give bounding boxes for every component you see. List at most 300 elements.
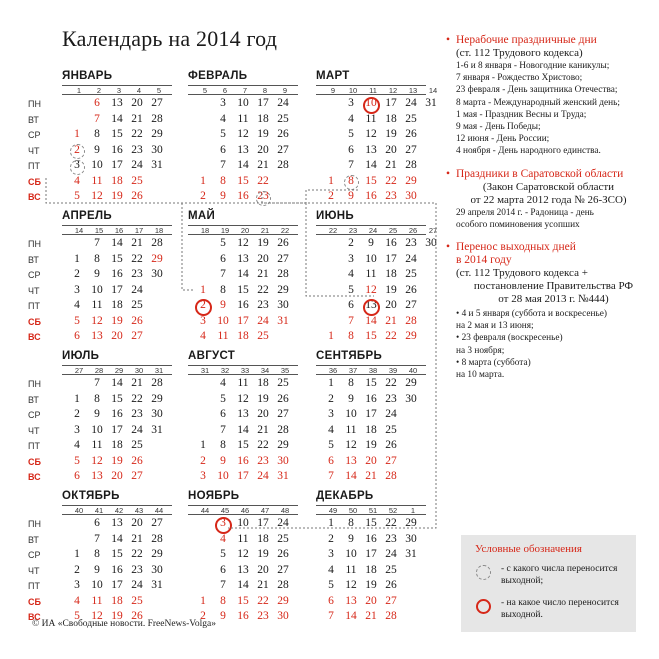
- week-number: 38: [368, 366, 378, 375]
- day-cell: 17: [237, 314, 249, 327]
- day-cell: 26: [385, 579, 397, 591]
- day-cell: 23: [257, 610, 269, 622]
- day-cell: 16: [111, 563, 123, 576]
- list-item: • 4 и 5 января (суббота и воскресенье): [456, 309, 607, 320]
- day-cell: 2: [328, 190, 334, 202]
- week-number: 24: [368, 226, 378, 235]
- day-cell: 15: [365, 377, 377, 389]
- day-cell: 6: [94, 517, 100, 529]
- day-cell: 19: [257, 128, 269, 140]
- day-cell: 22: [131, 128, 143, 140]
- weekday-label: СБ: [28, 176, 41, 187]
- day-cell: 28: [385, 610, 397, 622]
- weekday-label: СБ: [28, 596, 41, 607]
- day-cell: 18: [257, 377, 269, 389]
- day-cell: 18: [237, 330, 249, 342]
- day-cell: 19: [111, 314, 123, 327]
- day-cell: 15: [365, 174, 377, 187]
- weekday-label: ПТ: [28, 581, 40, 591]
- day-cell: 24: [131, 283, 143, 296]
- day-cell: 25: [131, 594, 143, 607]
- day-cell: 23: [257, 190, 269, 202]
- list-item: 4 ноября - День народного единства.: [456, 146, 601, 157]
- week-number: 1: [76, 86, 82, 95]
- day-cell: 5: [220, 548, 226, 560]
- day-cell: 9: [220, 610, 226, 622]
- day-cell: 28: [151, 377, 163, 389]
- week-number: 3: [116, 86, 122, 95]
- day-cell: 12: [237, 392, 249, 405]
- day-cell: 24: [277, 517, 289, 529]
- list-item: 7 января - Рождество Христово;: [456, 73, 583, 84]
- day-cell: 19: [365, 579, 377, 591]
- day-cell: 10: [237, 97, 249, 109]
- day-cell: 21: [385, 159, 397, 171]
- day-cell: 6: [94, 97, 100, 109]
- day-cell: 11: [237, 377, 249, 389]
- day-cell: 1: [200, 174, 206, 187]
- day-cell: 28: [277, 159, 289, 171]
- day-cell: 3: [200, 314, 206, 327]
- week-number: 51: [368, 506, 378, 515]
- day-cell: 12: [345, 439, 357, 451]
- day-cell: 22: [385, 377, 397, 389]
- week-number: 9: [330, 86, 336, 95]
- section-transfer-title-text: Перенос выходных дней: [456, 241, 576, 254]
- list-item: 23 февраля - День защитника Отечества;: [456, 85, 618, 96]
- week-number: 14: [74, 226, 84, 235]
- day-cell: 13: [237, 408, 249, 420]
- day-cell: 21: [257, 423, 269, 436]
- day-cell: 25: [131, 299, 143, 311]
- day-cell: 29: [151, 128, 163, 140]
- day-cell: 5: [74, 610, 80, 622]
- day-cell: 19: [385, 128, 397, 140]
- week-number: 6: [222, 86, 228, 95]
- week-number: 22: [328, 226, 338, 235]
- day-cell: 19: [257, 548, 269, 560]
- day-cell: 25: [405, 112, 417, 125]
- day-cell: 26: [131, 314, 143, 327]
- day-cell: 8: [94, 548, 100, 560]
- day-cell: 9: [368, 237, 374, 249]
- day-cell: 9: [220, 299, 226, 311]
- day-cell: 16: [237, 299, 249, 311]
- day-cell: 3: [74, 579, 80, 591]
- day-cell: 12: [365, 128, 377, 140]
- weekday-label: ВС: [28, 472, 41, 482]
- week-number: 41: [94, 506, 104, 515]
- day-cell: 31: [277, 470, 289, 482]
- day-cell: 16: [385, 237, 397, 249]
- day-cell: 11: [91, 594, 103, 607]
- day-cell: 7: [328, 610, 334, 622]
- day-cell: 15: [237, 174, 249, 187]
- day-cell: 25: [131, 439, 143, 451]
- day-cell: 21: [131, 237, 143, 249]
- week-number: 32: [220, 366, 230, 375]
- day-cell: 29: [151, 392, 163, 405]
- day-cell: 3: [74, 159, 80, 171]
- day-cell: 15: [111, 392, 123, 405]
- day-cell: 8: [220, 174, 226, 187]
- day-cell: 11: [345, 423, 357, 436]
- day-cell: 18: [365, 563, 377, 576]
- day-cell: 26: [277, 392, 289, 405]
- week-number: 52: [388, 506, 398, 515]
- day-cell: 25: [277, 532, 289, 545]
- connector-to-jun13: [306, 203, 374, 296]
- day-cell: 7: [220, 579, 226, 591]
- day-cell: 31: [151, 159, 163, 171]
- week-number: 11: [369, 86, 377, 95]
- day-cell: 8: [348, 330, 354, 342]
- week-number: 17: [134, 226, 144, 235]
- month-name: ФЕВРАЛЬ: [188, 70, 248, 82]
- day-cell: 3: [220, 97, 226, 109]
- day-cell: 15: [237, 439, 249, 451]
- day-cell: 18: [257, 112, 269, 125]
- day-cell: 6: [328, 594, 334, 607]
- day-cell: 15: [237, 283, 249, 296]
- day-cell: 10: [91, 159, 103, 171]
- day-cell: 20: [257, 252, 269, 265]
- day-cell: 12: [91, 190, 103, 202]
- day-cell: 11: [237, 532, 249, 545]
- day-cell: 22: [257, 283, 269, 296]
- section-holidays-title-text: Нерабочие праздничные дни: [456, 34, 597, 46]
- day-cell: 5: [220, 128, 226, 140]
- day-cell: 6: [348, 299, 354, 311]
- weekday-label: ПН: [28, 379, 41, 389]
- week-number: 20: [240, 226, 250, 235]
- day-cell: 20: [111, 330, 123, 342]
- day-cell: 19: [111, 610, 123, 622]
- day-cell: 23: [131, 143, 143, 156]
- day-cell: 2: [200, 610, 206, 622]
- day-cell: 21: [131, 532, 143, 545]
- day-cell: 14: [111, 532, 123, 545]
- weekday-label: ЧТ: [28, 285, 40, 296]
- day-cell: 27: [385, 454, 397, 467]
- week-number: 30: [134, 366, 144, 375]
- day-cell: 30: [277, 454, 289, 467]
- day-cell: 31: [151, 579, 163, 591]
- day-cell: 22: [257, 174, 269, 187]
- day-cell: 12: [91, 454, 103, 467]
- day-cell: 13: [91, 470, 103, 482]
- day-cell: 19: [385, 283, 397, 296]
- day-cell: 29: [405, 517, 417, 529]
- day-cell: 4: [328, 563, 334, 576]
- day-cell: 10: [365, 97, 377, 109]
- week-number: 36: [328, 366, 338, 375]
- week-number: 48: [280, 506, 290, 515]
- day-cell: 10: [217, 470, 229, 482]
- week-number: 19: [220, 226, 230, 235]
- day-cell: 25: [277, 112, 289, 125]
- section-saratov-sub1: (Закон Саратовской области: [482, 180, 615, 193]
- day-cell: 5: [220, 237, 226, 249]
- day-cell: 26: [131, 610, 143, 622]
- day-cell: 15: [365, 517, 377, 529]
- day-cell: 30: [405, 532, 417, 545]
- day-cell: 21: [365, 610, 377, 622]
- month-name: НОЯБРЬ: [188, 490, 240, 502]
- section-transfer-sub-line: постановление Правительства РФ: [473, 280, 634, 293]
- day-cell: 17: [111, 283, 123, 296]
- month-name: СЕНТЯБРЬ: [316, 350, 383, 362]
- week-number: 18: [154, 226, 164, 235]
- section-holidays-list: [446, 60, 651, 158]
- section-transfer-sub: [446, 267, 651, 306]
- day-cell: 18: [385, 268, 397, 280]
- day-cell: 14: [365, 159, 377, 171]
- day-cell: 28: [277, 423, 289, 436]
- day-cell: 25: [385, 423, 397, 436]
- day-cell: 10: [91, 579, 103, 591]
- day-cell: 4: [348, 112, 354, 125]
- day-cell: 30: [277, 299, 289, 311]
- day-cell: 20: [365, 454, 377, 467]
- weekday-label: СР: [28, 550, 41, 560]
- day-cell: 12: [237, 548, 249, 560]
- day-cell: 28: [151, 532, 163, 545]
- week-number: 12: [388, 86, 398, 95]
- weekday-label: СР: [28, 270, 41, 280]
- day-cell: 14: [345, 470, 357, 482]
- week-number: 37: [348, 366, 358, 375]
- day-cell: 16: [237, 610, 249, 622]
- day-cell: 14: [111, 237, 123, 249]
- day-cell: 16: [111, 143, 123, 156]
- day-cell: 26: [131, 190, 143, 202]
- weekday-label: ВТ: [28, 534, 39, 545]
- list-item: на 3 ноября;: [456, 345, 505, 356]
- weekday-label: ЧТ: [28, 145, 40, 156]
- list-item: на 10 марта.: [456, 370, 505, 381]
- day-cell: 22: [385, 174, 397, 187]
- day-cell: 13: [111, 97, 123, 109]
- weekday-label: ЧТ: [28, 425, 40, 436]
- day-cell: 27: [277, 408, 289, 420]
- day-cell: 17: [385, 97, 397, 109]
- day-cell: 12: [365, 283, 377, 296]
- day-cell: 13: [345, 594, 357, 607]
- month-name: ИЮЛЬ: [62, 350, 100, 362]
- day-cell: 10: [237, 517, 249, 529]
- section-saratov-title: • Праздники в Саратовской области: [446, 167, 624, 180]
- day-cell: 18: [385, 112, 397, 125]
- weekday-label: ВТ: [28, 114, 39, 125]
- day-cell: 7: [220, 268, 226, 280]
- weekday-label: ПН: [28, 519, 41, 529]
- month-name: МАРТ: [316, 70, 350, 82]
- day-cell: 1: [328, 330, 334, 342]
- red-circle-icon: [476, 599, 491, 614]
- holidays-sidebar: [446, 34, 651, 381]
- day-cell: 2: [328, 532, 334, 545]
- day-cell: 4: [74, 174, 80, 187]
- day-cell: 1: [74, 548, 80, 560]
- day-cell: 25: [385, 563, 397, 576]
- day-cell: 9: [348, 190, 354, 202]
- day-cell: 7: [94, 237, 100, 249]
- week-number: 22: [280, 226, 290, 235]
- section-transfer-title2: в 2014 году: [456, 254, 512, 267]
- day-cell: 27: [151, 97, 163, 109]
- day-cell: 24: [405, 97, 417, 109]
- day-cell: 2: [200, 454, 206, 467]
- day-cell: 6: [74, 330, 80, 342]
- day-cell: 7: [94, 532, 100, 545]
- day-cell: 11: [345, 563, 357, 576]
- day-cell: 8: [348, 377, 354, 389]
- day-cell: 8: [348, 517, 354, 529]
- day-cell: 15: [111, 252, 123, 265]
- day-cell: 27: [277, 563, 289, 576]
- day-cell: 3: [200, 470, 206, 482]
- day-cell: 14: [237, 268, 249, 280]
- day-cell: 10: [345, 408, 357, 420]
- weekday-label: ПТ: [28, 161, 40, 171]
- day-cell: 24: [257, 314, 269, 327]
- day-cell: 1: [328, 174, 334, 187]
- day-cell: 26: [277, 237, 289, 249]
- month-name: ЯНВАРЬ: [62, 70, 113, 82]
- day-cell: 7: [348, 314, 354, 327]
- day-cell: 23: [385, 190, 397, 202]
- day-cell: 29: [151, 548, 163, 560]
- day-cell: 14: [237, 423, 249, 436]
- day-cell: 4: [220, 532, 226, 545]
- week-number: 1: [410, 506, 416, 515]
- day-cell: 4: [328, 423, 334, 436]
- day-cell: 21: [257, 159, 269, 171]
- day-cell: 18: [365, 423, 377, 436]
- list-item: 8 марта - Международный женский день;: [456, 97, 620, 108]
- day-cell: 27: [385, 594, 397, 607]
- day-cell: 23: [131, 563, 143, 576]
- section-transfer-title: • Перенос выходных дней: [446, 241, 576, 254]
- day-cell: 16: [365, 392, 377, 405]
- list-item: 1-6 и 8 января - Новогодние каникулы;: [456, 61, 610, 71]
- month-name: МАЙ: [188, 210, 216, 222]
- list-item: 12 июня - День России;: [456, 134, 550, 145]
- day-cell: 30: [151, 143, 163, 156]
- day-cell: 24: [277, 97, 289, 109]
- day-cell: 22: [385, 330, 397, 342]
- day-cell: 22: [257, 439, 269, 451]
- day-cell: 3: [220, 517, 226, 529]
- week-number: 33: [240, 366, 250, 375]
- day-cell: 27: [131, 470, 143, 482]
- day-cell: 30: [277, 610, 289, 622]
- day-cell: 14: [237, 579, 249, 591]
- day-cell: 5: [220, 392, 226, 405]
- legend-dot-text: - с какого числа переносится выходной;: [501, 564, 618, 586]
- day-cell: 25: [257, 330, 269, 342]
- page-title: Календарь на 2014 год: [62, 26, 278, 51]
- day-cell: 28: [405, 314, 417, 327]
- list-item: 9 мая - День Победы;: [456, 122, 541, 133]
- weekday-label: ВС: [28, 612, 41, 622]
- day-cell: 17: [237, 470, 249, 482]
- legend-red-text: - на какое число переносится выходной.: [501, 598, 619, 620]
- day-cell: 30: [151, 408, 163, 420]
- day-cell: 27: [405, 143, 417, 156]
- day-cell: 13: [365, 143, 377, 156]
- connector-feb-to-nov3: [228, 193, 436, 528]
- day-cell: 18: [111, 439, 123, 451]
- day-cell: 12: [237, 128, 249, 140]
- day-cell: 5: [328, 439, 334, 451]
- week-number: 44: [200, 506, 210, 515]
- day-cell: 8: [94, 392, 100, 405]
- day-cell: 28: [405, 159, 417, 171]
- day-cell: 26: [405, 128, 417, 140]
- day-cell: 21: [385, 314, 397, 327]
- month-name: ИЮНЬ: [316, 210, 354, 222]
- day-cell: 17: [257, 97, 269, 109]
- day-cell: 6: [328, 454, 334, 467]
- day-cell: 20: [385, 143, 397, 156]
- day-cell: 20: [385, 299, 397, 311]
- day-cell: 15: [111, 128, 123, 140]
- day-cell: 15: [365, 330, 377, 342]
- day-cell: 13: [237, 563, 249, 576]
- weekday-label: ВТ: [28, 254, 39, 265]
- section-transfer-list: [446, 308, 651, 381]
- week-number: 31: [154, 366, 164, 375]
- day-cell: 8: [94, 252, 100, 265]
- day-cell: 30: [405, 392, 417, 405]
- week-number: 35: [280, 366, 290, 375]
- list-item: 1 мая - Праздник Весны и Труда;: [456, 109, 587, 120]
- day-cell: 29: [405, 377, 417, 389]
- legend-box: [461, 535, 636, 632]
- day-cell: 28: [151, 237, 163, 249]
- day-cell: 21: [257, 268, 269, 280]
- day-cell: 29: [277, 439, 289, 451]
- day-cell: 27: [151, 517, 163, 529]
- day-cell: 3: [348, 252, 354, 265]
- day-cell: 29: [277, 283, 289, 296]
- day-cell: 22: [131, 548, 143, 560]
- weekday-label: СР: [28, 130, 41, 140]
- day-cell: 26: [277, 128, 289, 140]
- day-cell: 17: [111, 423, 123, 436]
- day-cell: 3: [328, 548, 334, 560]
- day-cell: 15: [237, 594, 249, 607]
- day-cell: 8: [94, 128, 100, 140]
- day-cell: 9: [94, 408, 100, 420]
- week-number: 7: [242, 86, 248, 95]
- day-cell: 29: [151, 252, 163, 265]
- month-name: ДЕКАБРЬ: [316, 490, 374, 502]
- day-cell: 2: [348, 237, 354, 249]
- day-cell: 6: [220, 143, 226, 156]
- day-cell: 13: [91, 330, 103, 342]
- day-cell: 8: [220, 439, 226, 451]
- day-cell: 9: [94, 563, 100, 576]
- day-cell: 22: [257, 594, 269, 607]
- day-cell: 26: [131, 454, 143, 467]
- day-cell: 11: [365, 112, 377, 125]
- day-cell: 19: [111, 454, 123, 467]
- day-cell: 1: [74, 392, 80, 405]
- week-number: 49: [328, 506, 338, 515]
